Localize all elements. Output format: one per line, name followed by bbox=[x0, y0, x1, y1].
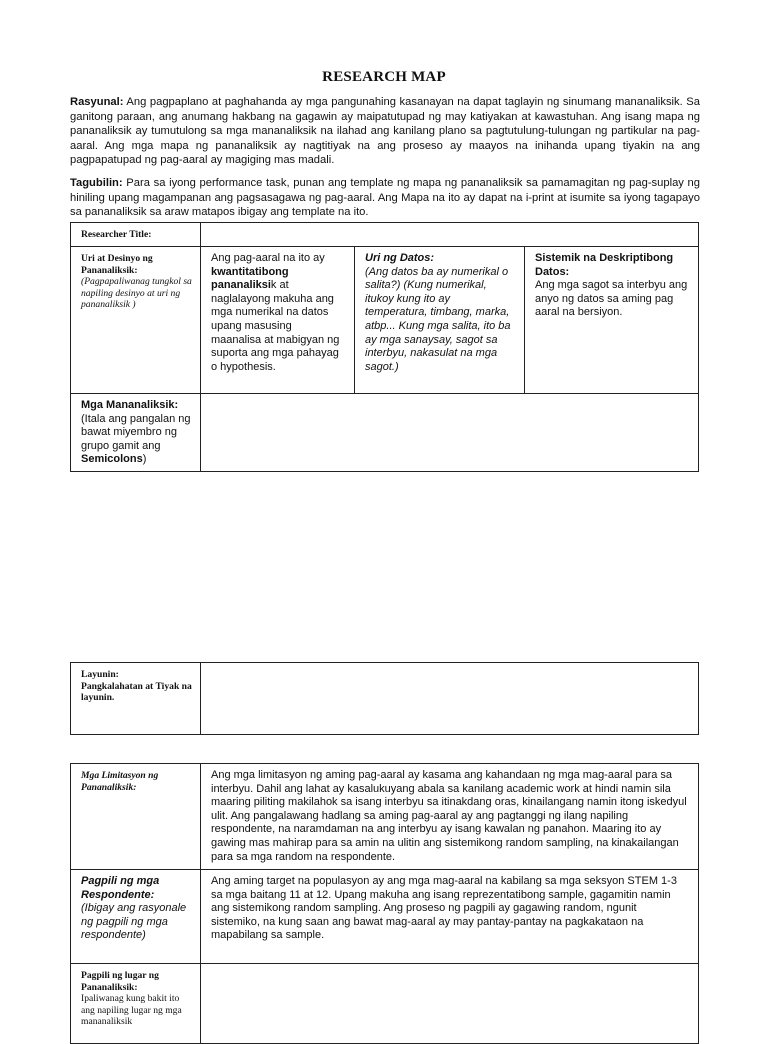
mananaliksik-end: ) bbox=[142, 453, 147, 466]
mananaliksik-bold: Semicolons bbox=[81, 453, 143, 466]
lugar-field[interactable] bbox=[201, 964, 699, 1044]
rasyunal-text: Ang pagpaplano at paghahanda ay mga pangunahing kasanayan na dapat taglayin ng sinumang mananaliksik. Sa ganitong paraan, ang anumang hakbang na gagawin ay maipatutupad ng may katiyakan at kawastuhan. Ang isang mapa ng pananaliksik ay tumutulong sa mga mananaliksik na ilahad ang kanilang plano sa pagtutulung-tulungan ng partikular na pag-aaral. Ang mga mapa ng pananaliksik ay nagtitiyak na ang proseso ay maayos na inihanda upang tiyakin na ang pagpapatupad ng pag-aaral ay magiging mas madali. bbox=[70, 96, 700, 167]
layunin-label-cell bbox=[71, 663, 201, 735]
sistemik-text: Ang mga sagot sa interbyu ang anyo ng datos sa aming pag aaral na bersiyon. bbox=[535, 279, 688, 319]
researcher-title-label: Researcher Title: bbox=[81, 229, 152, 240]
lugar-label-cell bbox=[71, 964, 201, 1044]
desinyo-pre: Ang pag-aaral na ito ay bbox=[211, 252, 325, 264]
uri-datos-text: (Ang datos ba ay numerikal o salita?) (Kung numerikal, itukoy kung ito ay temperatura, timbang, marka, atbp... Kung mga salita, ito ba ay mga sanaysay, sagot sa interbyu, nakasulat na mga sagot.) bbox=[365, 265, 511, 373]
tagubilin-text: Para sa iyong performance task, punan ang template ng mapa ng pananaliksik sa pamamagitan ng pag-suplay ng hiniling upang magampanan ang pagsasagawa ng pag-aaral. Ang Mapa na ito ay dapat na i-print at isumite sa iyong tagapayo sa pananaliksik sa araw matapos ibigay ang template na ito. bbox=[70, 177, 700, 219]
uri-datos-cell[interactable] bbox=[355, 247, 525, 394]
tagubilin-label: Tagubilin: bbox=[70, 177, 123, 189]
sistemik-heading: Sistemik na Deskriptibong Datos: bbox=[535, 252, 674, 278]
rasyunal-paragraph bbox=[70, 95, 700, 168]
desinyo-post: k at naglalayong makuha ang mga numerikal na datos upang masusing maanalisa at mabigyan ng suporta ang mga pahayag o hypothesis. bbox=[211, 279, 340, 373]
layunin-table bbox=[70, 662, 699, 735]
rasyunal-label: Rasyunal: bbox=[70, 96, 124, 108]
desinyo-text-cell[interactable] bbox=[201, 247, 355, 394]
uri-desinyo-note: (Pagpapaliwanag tungkol sa napiling desinyo at uri ng pananaliksik ) bbox=[81, 276, 192, 311]
uri-desinyo-heading: Uri at Desinyo ng Pananaliksik: bbox=[81, 253, 153, 276]
respondente-label-cell bbox=[71, 870, 201, 964]
layunin-field[interactable] bbox=[201, 663, 699, 735]
limitasyon-label-cell bbox=[71, 764, 201, 870]
lugar-text: Ipaliwanag kung bakit ito ang napiling lugar ng mga mananaliksik bbox=[81, 993, 182, 1028]
researcher-title-label-cell bbox=[71, 223, 201, 247]
desinyo-bold: kwantitatibong pananaliksi bbox=[211, 265, 289, 292]
lugar-heading: Pagpili ng lugar ng Pananaliksik: bbox=[81, 970, 159, 993]
limitasyon-text-cell[interactable] bbox=[201, 764, 699, 870]
respondente-text: Ang aming target na populasyon ay ang mga mag-aaral na kabilang sa mga seksyon STEM 1-3 sa mga baitang 11 at 12. Upang makuha ang isang reprezentatibong sample, gagamitin namin ang sistemikong random sampling. Ang proseso ng pagpili ay gagawing random, ngunit sistemiko, na kung saan ang bawat mag-aaral ay may pantay-pantay na pagkakataon na mapabilang sa sample. bbox=[211, 875, 677, 942]
page-title: RESEARCH MAP bbox=[322, 69, 446, 85]
layunin-heading: Layunin: bbox=[81, 669, 119, 680]
mananaliksik-heading: Mga Mananaliksik: bbox=[81, 399, 179, 411]
sistemik-cell[interactable] bbox=[525, 247, 699, 394]
tagubilin-paragraph bbox=[70, 176, 700, 220]
layunin-text: Pangkalahatan at Tiyak na layunin. bbox=[81, 680, 192, 704]
mananaliksik-text: (Itala ang pangalan ng bawat miyembro ng grupo gamit ang bbox=[81, 412, 191, 452]
mananaliksik-field[interactable] bbox=[201, 394, 699, 472]
respondente-note: (Ibigay ang rasyonale ng pagpili ng mga respondente) bbox=[81, 902, 187, 942]
limitasyon-heading: Mga Limitasyon ng Pananaliksik: bbox=[81, 770, 159, 793]
uri-desinyo-label-cell bbox=[71, 247, 201, 394]
mananaliksik-label-cell bbox=[71, 394, 201, 472]
uri-datos-heading: Uri ng Datos: bbox=[365, 252, 435, 264]
researcher-title-field[interactable] bbox=[201, 223, 699, 247]
research-info-table bbox=[70, 222, 699, 472]
respondente-text-cell[interactable] bbox=[201, 870, 699, 964]
limitasyon-text: Ang mga limitasyon ng aming pag-aaral ay kasama ang kahandaan ng mga mag-aaral para sa interbyu. Dahil ang lahat ay kasalukuyang abala sa kanilang academic work at hindi namin sila maaring piliting makilahok sa isang interbyu sa itinakdang oras, kinailangang namin itong iskedyul ulit. Ang pangalawang hadlang sa aming pag-aaral ay ang pagtanggi ng ilang napiling respondente, na naramdaman na ang interbyu ay isang kawalan ng panahon. Maaring ito ay gawing mas mahirap para sa amin na ulitin ang sistemikong random sampling, na kinakailangan para sa mga random na respondente. bbox=[211, 769, 687, 863]
limitasyon-table bbox=[70, 763, 699, 1044]
respondente-heading: Pagpili ng mga Respondente: bbox=[81, 875, 160, 901]
